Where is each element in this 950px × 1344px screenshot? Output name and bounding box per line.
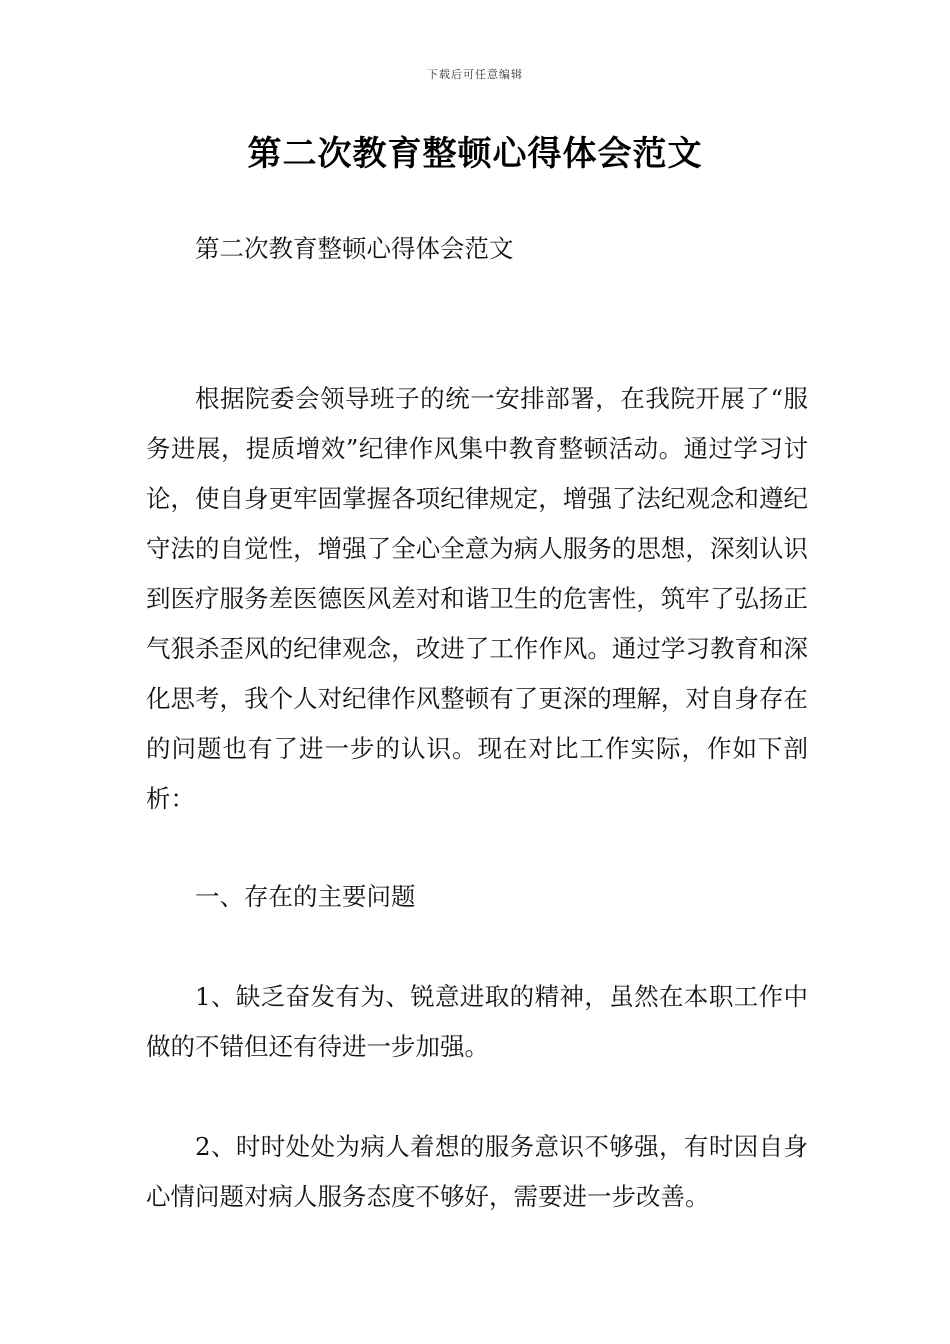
document-title: 第二次教育整顿心得体会范文: [247, 134, 703, 174]
intro-paragraph: 根据院委会领导班子的统一安排部署，在我院开展了“服务进展，提质增效”纪律作风集中教育整顿活动。通过学习讨论，使自身更牢固掌握各项纪律规定，增强了法纪观念和遵纪守法的自觉性，增强了全心全意为病人服务的思想，深刻认识到医疗服务差医德医风差对和谐卫生的危害性，筑牢了弘扬正气狠杀歪风的纪律观念，改进了工作作风。通过学习教育和深化思考，我个人对纪律作风整顿有了更深的理解，对自身存在的问题也有了进一步的认识。现在对比工作实际，作如下剖析：: [146, 384, 808, 813]
list-item: 2、时时处处为病人着想的服务意识不够强，有时因自身心情问题对病人服务态度不够好，需要进一步改善。: [146, 1132, 808, 1211]
document-subtitle: 第二次教育整顿心得体会范文: [195, 234, 514, 263]
section-heading: 一、存在的主要问题: [195, 882, 416, 911]
header-note: 下载后可任意编辑: [427, 68, 523, 81]
list-item: 1、缺乏奋发有为、锐意进取的精神，虽然在本职工作中做的不错但还有待进一步加强。: [146, 982, 808, 1061]
